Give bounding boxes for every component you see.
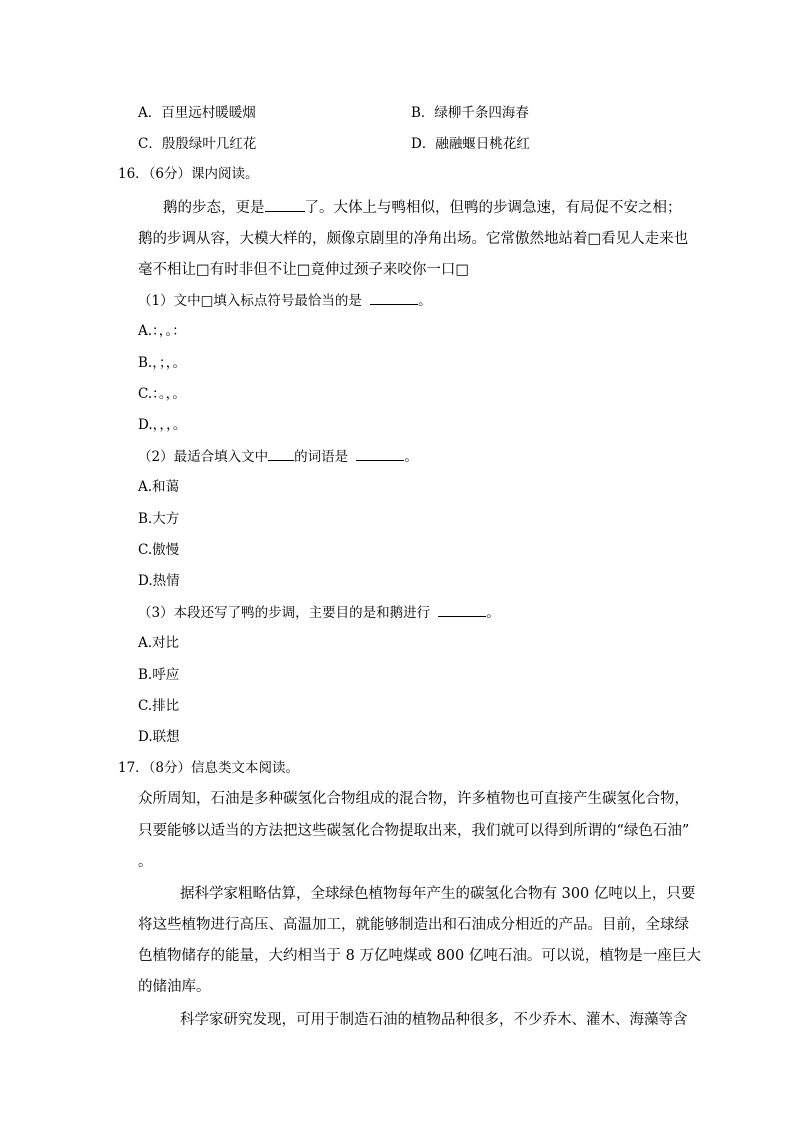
q16-sub3-prompt (138, 602, 500, 623)
q16-passage-line1 (163, 197, 682, 218)
q17-p3-line1: 科学家研究发现，可用于制造石油的植物品种很多，不少乔木、灌木、海藻等含 (180, 1012, 688, 1028)
q16-sub2-option-a: A.和蔼 (138, 479, 180, 495)
q16-sub3-option-b: B.呼应 (138, 667, 180, 683)
q17-p2-line4: 的储油库。 (138, 979, 211, 995)
q17-p1-line3: 。 (138, 854, 153, 870)
q17-p2-line3: 色植物储存的能量，大约相当于 8 万亿吨煤或 800 亿吨石油。可以说，植物是一座巨大 (138, 948, 701, 964)
q16-sub1-option-d: D.，，，。 (138, 417, 187, 433)
q16-sub2-prompt (138, 446, 418, 467)
q16-sub2-prompt-text-b: 的词语是 (294, 449, 349, 465)
q16-sub1-end: 。 (418, 293, 432, 309)
q16-sub2-end: 。 (404, 449, 418, 465)
prev-option-c: C．殷殷绿叶几红花 (138, 136, 257, 152)
prev-option-b: B．绿柳千条四海春 (411, 105, 529, 121)
q16-sub3-answer-blank (438, 602, 486, 617)
q16-sub1-option-b: B.，；，。 (138, 355, 186, 371)
prev-option-a: A．百里远村暖暖烟 (138, 105, 256, 121)
q16-sub2-option-b: B.大方 (138, 511, 180, 527)
q16-passage-line1-part-b: 了。大体上与鸭相似，但鸭的步调急速，有局促不安之相； (304, 200, 682, 216)
prev-option-d: D．融融蝘日桃花红 (411, 136, 530, 152)
q17-header: 17．（8分）信息类文本阅读。 (118, 760, 300, 776)
q16-sub3-option-c: C.排比 (138, 698, 180, 714)
q16-sub3-option-a: A.对比 (138, 635, 180, 651)
q16-sub1-prompt-text: （1）文中□填入标点符号最恰当的是 (138, 293, 362, 309)
q16-passage-blank (265, 197, 305, 212)
q16-sub2-option-d: D.热情 (138, 573, 180, 589)
q17-p2-line2: 将这些植物进行高压、高温加工，就能够制造出和石油成分相近的产品。目前，全球绿 (138, 917, 689, 933)
q17-p1-line2: 只要能够以适当的方法把这些碳氢化合物提取出来，我们就可以得到所谓的“绿色石油” (138, 823, 690, 839)
q17-p2-line1: 据科学家粗略估算，全球绿色植物每年产生的碳氢化合物有 300 亿吨以上，只要 (180, 886, 696, 902)
q16-passage-line2: 鹅的步调从容，大模大样的，颇像京剧里的净角出场。它常傲然地站着□看见人走来也 (138, 231, 689, 247)
q16-sub1-answer-blank (370, 290, 418, 305)
q17-p1-line1: 众所周知，石油是多种碳氢化合物组成的混合物，许多植物也可直接产生碳氢化合物， (138, 791, 689, 807)
q16-sub2-inline-blank (268, 446, 294, 461)
q16-sub3-prompt-text: （3）本段还写了鸭的步调，主要目的是和鹅进行 (138, 605, 431, 621)
q16-sub1-option-a: A.：，。： (138, 323, 186, 339)
q16-sub3-option-d: D.联想 (138, 729, 180, 745)
q16-sub1-option-c: C.：。，。 (138, 386, 186, 402)
q16-sub3-end: 。 (486, 605, 500, 621)
q16-sub2-answer-blank (356, 446, 404, 461)
q16-passage-line1-part-a: 鹅的步态，更是 (163, 200, 265, 216)
q16-passage-line3: 毫不相让□有时非但不让□竟伸过颈子来咬你一口□ (138, 262, 470, 278)
q16-sub2-prompt-text-a: （2）最适合填入文中 (138, 449, 269, 465)
q16-sub2-option-c: C.傲慢 (138, 542, 180, 558)
q16-sub1-prompt (138, 290, 432, 311)
q16-header: 16．（6分）课内阅读。 (118, 166, 259, 182)
